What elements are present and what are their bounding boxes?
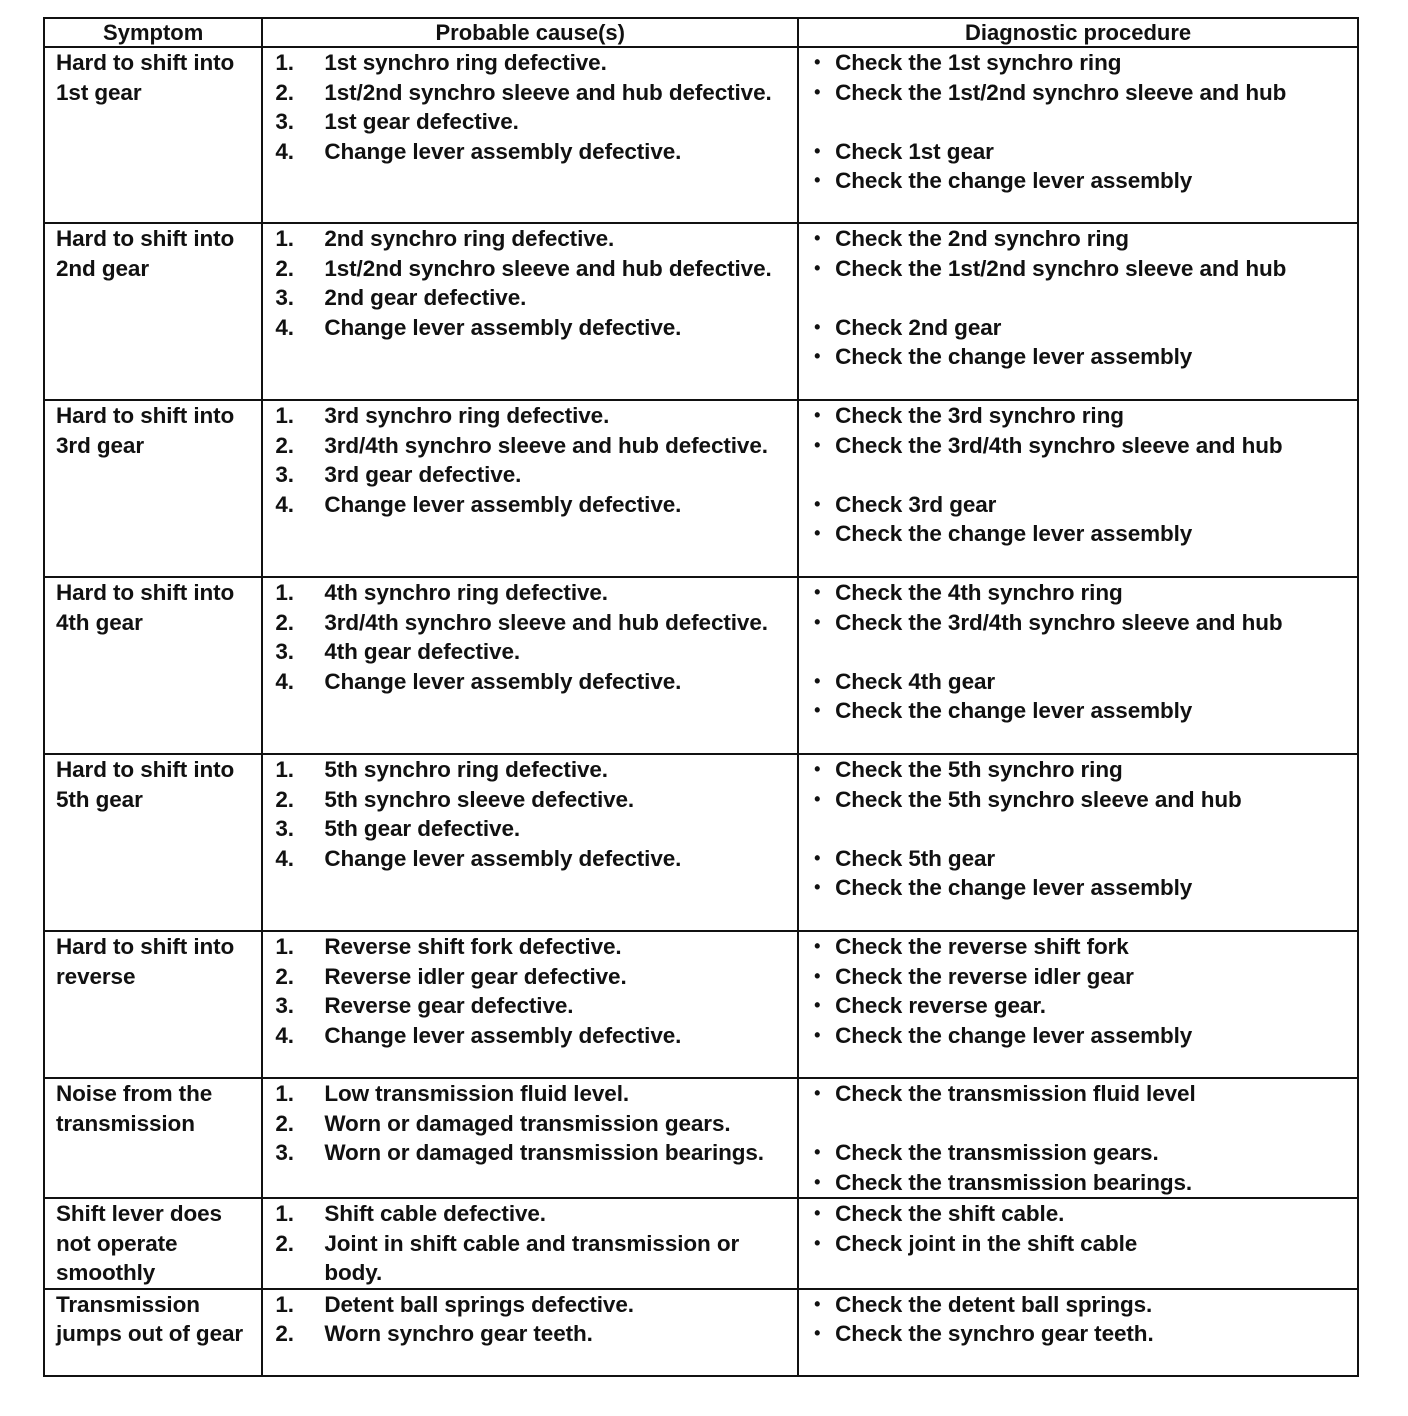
cause-number: 4. [275, 491, 294, 517]
diagnostic-procedure-cell [798, 1198, 1358, 1289]
header-probable-causes: Probable cause(s) [262, 18, 798, 47]
procedure-text: Check the 4th synchro ring [835, 580, 1123, 605]
bullet-icon: • [814, 140, 821, 161]
probable-cause-cell [262, 931, 798, 1078]
cause-number: 2. [275, 963, 294, 989]
line-spacer [814, 637, 1351, 667]
line-spacer [814, 460, 1351, 490]
symptom-text: Hard to shift into reverse [56, 934, 235, 989]
cause-number: 3. [275, 993, 294, 1018]
cause-item [275, 1290, 791, 1320]
bullet-icon: • [814, 523, 821, 543]
line-spacer [814, 283, 1351, 313]
cause-item [275, 1199, 791, 1229]
diagnostic-procedure-cell [798, 223, 1358, 400]
table-row [44, 754, 1358, 931]
cause-number: 1. [275, 50, 294, 75]
diagnosis-table [43, 17, 1359, 1377]
procedure-text: Check the detent ball springs. [835, 1291, 1153, 1317]
line-spacer [814, 814, 1351, 844]
bullet-icon: • [814, 936, 821, 956]
cause-number: 1. [275, 226, 294, 251]
cause-number: 2. [275, 609, 294, 635]
cause-number: 4. [275, 138, 294, 164]
procedure-item [814, 1168, 1351, 1198]
diagnostic-procedure-cell [798, 754, 1358, 931]
procedure-item [814, 667, 1351, 697]
cause-number: 4. [275, 845, 294, 871]
cause-item [275, 844, 791, 874]
probable-cause-cell [262, 47, 798, 223]
procedure-text: Check the change lever assembly [835, 698, 1193, 723]
diagnostic-procedure-cell [798, 931, 1358, 1078]
cause-item [275, 224, 791, 254]
procedure-item [814, 224, 1351, 254]
procedure-item [814, 78, 1351, 108]
procedure-text: Check the 2nd synchro ring [835, 226, 1129, 251]
bullet-icon: • [814, 1232, 821, 1253]
probable-cause-cell [262, 223, 798, 400]
procedure-text: Check the transmission gears. [835, 1140, 1159, 1165]
cause-text: Detent ball springs defective. [324, 1291, 634, 1317]
symptom-text: Hard to shift into 4th gear [56, 580, 235, 635]
procedure-item [814, 608, 1351, 638]
cause-item [275, 137, 791, 167]
table-row [44, 1289, 1358, 1376]
procedure-item [814, 137, 1351, 167]
bullet-icon: • [814, 582, 821, 602]
cause-number: 1. [275, 1201, 294, 1226]
cause-number: 1. [275, 757, 294, 782]
symptom-cell [44, 1078, 262, 1198]
procedure-text: Check the 3rd/4th synchro sleeve and hub [835, 432, 1283, 458]
bullet-icon: • [814, 1142, 821, 1162]
cause-text: 3rd gear defective. [324, 462, 522, 487]
procedure-text: Check the change lever assembly [835, 168, 1193, 193]
procedure-item [814, 991, 1351, 1021]
procedure-item [814, 519, 1351, 549]
cause-item [275, 578, 791, 608]
procedure-item [814, 844, 1351, 874]
cause-number: 4. [275, 668, 294, 694]
header-diagnostic-procedure: Diagnostic procedure [798, 18, 1358, 47]
cause-item [275, 107, 791, 137]
cause-number: 1. [275, 1291, 294, 1317]
symptom-text: Hard to shift into 2nd gear [56, 226, 235, 281]
cause-text: Change lever assembly defective. [324, 1022, 682, 1048]
cause-text: Change lever assembly defective. [324, 314, 682, 340]
symptom-text: Noise from the transmission [56, 1081, 213, 1136]
bullet-icon: • [814, 434, 821, 455]
procedure-item [814, 254, 1351, 284]
diagnostic-procedure-cell [798, 1289, 1358, 1376]
cause-item [275, 48, 791, 78]
procedure-item [814, 962, 1351, 992]
bullet-icon: • [814, 1323, 821, 1343]
table-row [44, 47, 1358, 223]
cause-text: Reverse idler gear defective. [324, 963, 627, 989]
procedure-text: Check the 3rd/4th synchro sleeve and hub [835, 609, 1283, 635]
procedure-text: Check 4th gear [835, 668, 996, 694]
procedure-text: Check the reverse shift fork [835, 934, 1129, 959]
symptom-cell [44, 577, 262, 754]
bullet-icon: • [814, 493, 821, 514]
cause-item [275, 1021, 791, 1051]
symptom-cell [44, 47, 262, 223]
bullet-icon: • [814, 81, 821, 102]
cause-text: Reverse gear defective. [324, 993, 574, 1018]
cause-text: 5th synchro ring defective. [324, 757, 608, 782]
cause-text: Change lever assembly defective. [324, 845, 682, 871]
procedure-item [814, 342, 1351, 372]
cause-text: 3rd synchro ring defective. [324, 403, 610, 428]
cause-item [275, 431, 791, 461]
table-row [44, 1198, 1358, 1289]
procedure-text: Check the transmission fluid level [835, 1081, 1196, 1106]
diagnostic-procedure-cell [798, 400, 1358, 577]
cause-text: 1st/2nd synchro sleeve and hub defective. [324, 79, 772, 105]
cause-text: 4th gear defective. [324, 639, 521, 664]
cause-text: Worn or damaged transmission gears. [324, 1110, 731, 1136]
procedure-text: Check 1st gear [835, 138, 994, 164]
cause-text: Worn or damaged transmission bearings. [324, 1140, 764, 1165]
probable-cause-cell [262, 1078, 798, 1198]
bullet-icon: • [814, 877, 821, 897]
cause-number: 2. [275, 79, 294, 105]
procedure-text: Check 5th gear [835, 845, 996, 871]
procedure-text: Check the reverse idler gear [835, 963, 1134, 989]
header-symptom: Symptom [44, 18, 262, 47]
cause-text: 4th synchro ring defective. [324, 580, 608, 605]
procedure-text: Check the transmission bearings. [835, 1169, 1193, 1195]
bullet-icon: • [814, 965, 821, 986]
cause-number: 4. [275, 1022, 294, 1048]
cause-number: 3. [275, 1140, 294, 1165]
probable-cause-cell [262, 754, 798, 931]
procedure-text: Check the 5th synchro sleeve and hub [835, 786, 1242, 812]
symptom-text: Shift lever does not operate smoothly [56, 1201, 222, 1285]
cause-item [275, 313, 791, 343]
bullet-icon: • [814, 1083, 821, 1103]
cause-item [275, 1319, 791, 1349]
bullet-icon: • [814, 759, 821, 779]
probable-cause-cell [262, 577, 798, 754]
cause-text: 2nd synchro ring defective. [324, 226, 615, 251]
symptom-text: Hard to shift into 5th gear [56, 757, 235, 812]
procedure-text: Check the 1st/2nd synchro sleeve and hub [835, 255, 1287, 281]
cause-item [275, 991, 791, 1021]
bullet-icon: • [814, 316, 821, 337]
procedure-item [814, 755, 1351, 785]
cause-item [275, 932, 791, 962]
procedure-text: Check the synchro gear teeth. [835, 1321, 1154, 1346]
cause-item [275, 1229, 791, 1288]
table-body [44, 47, 1358, 1376]
procedure-item [814, 1079, 1351, 1109]
bullet-icon: • [814, 788, 821, 809]
cause-number: 2. [275, 1110, 294, 1136]
diagnostic-procedure-cell [798, 577, 1358, 754]
procedure-item [814, 48, 1351, 78]
cause-item [275, 78, 791, 108]
procedure-text: Check the change lever assembly [835, 344, 1193, 369]
cause-number: 3. [275, 816, 294, 841]
bullet-icon: • [814, 611, 821, 632]
cause-item [275, 814, 791, 844]
cause-text: 3rd/4th synchro sleeve and hub defective. [324, 432, 768, 458]
cause-number: 3. [275, 462, 294, 487]
cause-text: 3rd/4th synchro sleeve and hub defective. [324, 609, 768, 635]
procedure-item [814, 166, 1351, 196]
cause-item [275, 785, 791, 815]
cause-text: 1st gear defective. [324, 109, 519, 134]
bullet-icon: • [814, 170, 821, 190]
bullet-icon: • [814, 1203, 821, 1223]
table-row [44, 931, 1358, 1078]
procedure-text: Check the change lever assembly [835, 875, 1193, 900]
bullet-icon: • [814, 405, 821, 425]
procedure-item [814, 401, 1351, 431]
cause-item [275, 1109, 791, 1139]
symptom-text: Hard to shift into 3rd gear [56, 403, 235, 458]
cause-number: 2. [275, 786, 294, 812]
procedure-item [814, 431, 1351, 461]
procedure-text: Check the shift cable. [835, 1201, 1065, 1226]
cause-number: 3. [275, 639, 294, 664]
bullet-icon: • [814, 52, 821, 72]
cause-item [275, 608, 791, 638]
probable-cause-cell [262, 1289, 798, 1376]
bullet-icon: • [814, 1171, 821, 1192]
procedure-text: Check the 5th synchro ring [835, 757, 1123, 782]
cause-number: 1. [275, 1081, 294, 1106]
procedure-text: Check the 1st/2nd synchro sleeve and hub [835, 79, 1287, 105]
table-row [44, 223, 1358, 400]
symptom-text: Hard to shift into 1st gear [56, 50, 235, 105]
procedure-item [814, 578, 1351, 608]
cause-item [275, 490, 791, 520]
cause-text: Change lever assembly defective. [324, 668, 682, 694]
probable-cause-cell [262, 1198, 798, 1289]
symptom-cell [44, 1289, 262, 1376]
symptom-cell [44, 223, 262, 400]
cause-number: 1. [275, 934, 294, 959]
cause-number: 2. [275, 432, 294, 458]
cause-item [275, 962, 791, 992]
bullet-icon: • [814, 995, 821, 1015]
cause-text: Worn synchro gear teeth. [324, 1321, 593, 1346]
cause-item [275, 401, 791, 431]
cause-text: Reverse shift fork defective. [324, 934, 622, 959]
cause-text: 5th gear defective. [324, 816, 521, 841]
cause-text: 1st/2nd synchro sleeve and hub defective. [324, 255, 772, 281]
cause-item [275, 254, 791, 284]
cause-item [275, 460, 791, 490]
symptom-cell [44, 400, 262, 577]
cause-text: 2nd gear defective. [324, 285, 527, 310]
table-row [44, 577, 1358, 754]
cause-number: 4. [275, 314, 294, 340]
bullet-icon: • [814, 346, 821, 366]
cause-text: Change lever assembly defective. [324, 138, 682, 164]
cause-item [275, 755, 791, 785]
cause-number: 2. [275, 1230, 294, 1256]
cause-text: Change lever assembly defective. [324, 491, 682, 517]
cause-number: 1. [275, 580, 294, 605]
table-row [44, 400, 1358, 577]
bullet-icon: • [814, 1293, 821, 1314]
procedure-text: Check the change lever assembly [835, 521, 1193, 546]
cause-text: 1st synchro ring defective. [324, 50, 607, 75]
procedure-item [814, 1229, 1351, 1259]
bullet-icon: • [814, 670, 821, 691]
cause-text: Shift cable defective. [324, 1201, 546, 1226]
procedure-text: Check 3rd gear [835, 491, 997, 517]
diagnostic-procedure-cell [798, 1078, 1358, 1198]
cause-item [275, 1079, 791, 1109]
cause-number: 2. [275, 255, 294, 281]
bullet-icon: • [814, 847, 821, 868]
procedure-text: Check reverse gear. [835, 993, 1046, 1018]
cause-text: 5th synchro sleeve defective. [324, 786, 635, 812]
procedure-text: Check the 1st synchro ring [835, 50, 1122, 75]
procedure-text: Check the 3rd synchro ring [835, 403, 1124, 428]
procedure-item [814, 932, 1351, 962]
symptom-cell [44, 1198, 262, 1289]
cause-number: 3. [275, 109, 294, 134]
cause-item [275, 637, 791, 667]
cause-number: 3. [275, 285, 294, 310]
bullet-icon: • [814, 228, 821, 248]
cause-number: 1. [275, 403, 294, 428]
procedure-item [814, 1021, 1351, 1051]
procedure-item [814, 1138, 1351, 1168]
diagnostic-procedure-cell [798, 47, 1358, 223]
cause-item [275, 283, 791, 313]
cause-text: Joint in shift cable and transmission or body. [324, 1230, 740, 1285]
procedure-item [814, 785, 1351, 815]
procedure-text: Check the change lever assembly [835, 1022, 1193, 1048]
symptom-cell [44, 754, 262, 931]
procedure-item [814, 313, 1351, 343]
probable-cause-cell [262, 400, 798, 577]
symptom-cell [44, 931, 262, 1078]
procedure-item [814, 873, 1351, 903]
bullet-icon: • [814, 1024, 821, 1045]
procedure-item [814, 696, 1351, 726]
symptom-text: Transmission jumps out of gear [56, 1291, 244, 1346]
procedure-item [814, 1319, 1351, 1349]
procedure-item [814, 1199, 1351, 1229]
table-row [44, 1078, 1358, 1198]
header-row [44, 18, 1358, 47]
procedure-text: Check joint in the shift cable [835, 1230, 1138, 1256]
procedure-item [814, 1290, 1351, 1320]
cause-number: 2. [275, 1321, 294, 1346]
line-spacer [814, 1109, 1351, 1139]
bullet-icon: • [814, 257, 821, 278]
procedure-item [814, 490, 1351, 520]
cause-text: Low transmission fluid level. [324, 1081, 629, 1106]
bullet-icon: • [814, 700, 821, 720]
procedure-text: Check 2nd gear [835, 314, 1002, 340]
cause-item [275, 1138, 791, 1168]
cause-item [275, 667, 791, 697]
line-spacer [814, 107, 1351, 137]
